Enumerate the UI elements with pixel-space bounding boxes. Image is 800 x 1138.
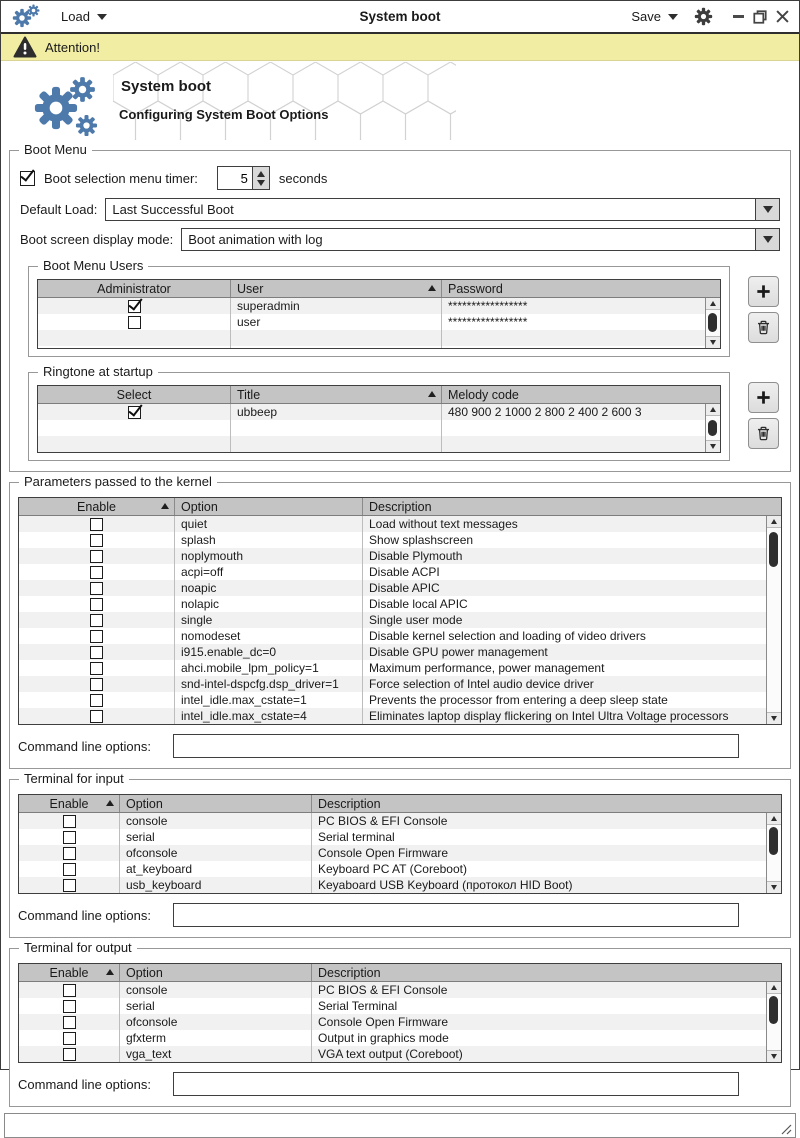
table-row-empty <box>38 436 705 452</box>
cell-enabled <box>19 564 174 580</box>
row-checkbox[interactable] <box>128 406 141 419</box>
column-header-enable[interactable]: Enable <box>19 498 174 515</box>
cell-option: ofconsole <box>119 845 311 861</box>
restore-button[interactable] <box>753 10 767 24</box>
cell-option: serial <box>119 829 311 845</box>
cell-description: Load without text messages <box>362 516 766 532</box>
cell-melody <box>441 420 705 436</box>
cell-option: quiet <box>174 516 362 532</box>
cell-enabled <box>19 516 174 532</box>
column-header-enable[interactable]: Enable <box>19 795 119 812</box>
trash-icon <box>755 319 772 336</box>
row-checkbox[interactable] <box>63 1000 76 1013</box>
spin-up-icon[interactable] <box>257 171 265 177</box>
table-row[interactable] <box>19 813 766 829</box>
table-row-empty <box>38 346 705 348</box>
table-row[interactable] <box>19 861 766 877</box>
cell-admin <box>38 346 230 348</box>
table-row[interactable] <box>19 998 766 1014</box>
terminal-output-cmdline-label: Command line options: <box>18 1076 151 1092</box>
cell-melody <box>441 436 705 452</box>
cell-user <box>230 330 441 346</box>
table-row-empty <box>38 420 705 436</box>
row-checkbox[interactable] <box>90 630 103 643</box>
cell-enabled <box>19 596 174 612</box>
cell-password <box>441 330 705 346</box>
boot-timer-input[interactable] <box>218 167 252 189</box>
row-checkbox[interactable] <box>90 694 103 707</box>
terminal-input-table <box>18 794 782 894</box>
cell-selected <box>38 404 230 420</box>
save-menu-button[interactable] <box>631 9 678 24</box>
kernel-params-legend: Parameters passed to the kernel <box>19 474 217 489</box>
scroll-thumb[interactable] <box>708 313 717 332</box>
kernel-cmdline-input[interactable] <box>173 734 739 758</box>
terminal-input-fieldset <box>9 771 791 938</box>
scroll-down-button[interactable] <box>706 336 720 348</box>
cell-description: Disable local APIC <box>362 596 766 612</box>
table-row[interactable] <box>19 612 766 628</box>
cell-description: Show splashscreen <box>362 532 766 548</box>
cell-password <box>441 346 705 348</box>
cell-option: nolapic <box>174 596 362 612</box>
cell-enabled <box>19 628 174 644</box>
boot-timer-spinner <box>217 166 270 190</box>
cell-enabled <box>19 1014 119 1030</box>
table-row[interactable] <box>19 845 766 861</box>
table-row[interactable] <box>38 314 705 330</box>
cell-option: noplymouth <box>174 548 362 564</box>
users-scrollbar[interactable] <box>705 298 720 348</box>
ringtone-scrollbar[interactable] <box>705 404 720 452</box>
row-checkbox[interactable] <box>90 582 103 595</box>
row-checkbox[interactable] <box>90 614 103 627</box>
cell-option: at_keyboard <box>119 861 311 877</box>
table-row-empty <box>38 330 705 346</box>
display-mode-select[interactable] <box>181 228 780 251</box>
cell-admin <box>38 298 230 314</box>
boot-timer-checkbox[interactable] <box>20 171 35 186</box>
cell-description: Console Open Firmware <box>311 1014 766 1030</box>
scroll-track[interactable] <box>767 528 781 712</box>
plus-icon <box>755 389 772 406</box>
terminal-input-cmdline-row <box>18 903 782 927</box>
app-gears-icon <box>11 4 45 30</box>
status-bar <box>4 1113 796 1138</box>
cell-user: superadmin <box>230 298 441 314</box>
add-user-button[interactable] <box>748 276 779 307</box>
table-row[interactable] <box>19 564 766 580</box>
scroll-down-button[interactable] <box>767 712 781 724</box>
cell-password: ***************** <box>441 298 705 314</box>
cell-title <box>230 420 441 436</box>
row-checkbox[interactable] <box>90 662 103 675</box>
column-header-password[interactable]: Password <box>441 280 720 297</box>
kernel-cmdline-row <box>18 734 782 758</box>
cell-description: PC BIOS & EFI Console <box>311 982 766 998</box>
scroll-up-button[interactable] <box>767 813 781 825</box>
kernel-params-fieldset <box>9 474 791 769</box>
cell-enabled <box>19 829 119 845</box>
row-checkbox[interactable] <box>63 1048 76 1061</box>
table-row[interactable] <box>19 1046 766 1062</box>
cell-enabled <box>19 676 174 692</box>
page-subtitle: Configuring System Boot Options <box>119 107 329 122</box>
load-menu-label: Load <box>61 9 90 24</box>
row-checkbox[interactable] <box>90 534 103 547</box>
ringtone-table <box>37 385 721 453</box>
cell-option: ahci.mobile_lpm_policy=1 <box>174 660 362 676</box>
attention-bar <box>1 34 799 61</box>
cell-description: Output in graphics mode <box>311 1030 766 1046</box>
page-header <box>1 61 799 143</box>
close-button[interactable] <box>776 10 789 23</box>
terminal-input-scrollbar[interactable] <box>766 813 781 893</box>
default-load-select[interactable] <box>105 198 780 221</box>
cell-title: ubbeep <box>230 404 441 420</box>
sort-ascending-icon <box>161 503 169 509</box>
ringtone-table-header <box>38 386 720 404</box>
cell-option: console <box>119 813 311 829</box>
cell-description: Disable Plymouth <box>362 548 766 564</box>
cell-enabled <box>19 1046 119 1062</box>
users-table-header <box>38 280 720 298</box>
cell-user <box>230 346 441 348</box>
scroll-track[interactable] <box>706 310 720 336</box>
boot-menu-legend: Boot Menu <box>19 142 92 157</box>
resize-grip[interactable] <box>779 1122 792 1135</box>
table-row[interactable] <box>19 982 766 998</box>
column-header-enable[interactable]: Enable <box>19 964 119 981</box>
row-checkbox[interactable] <box>63 1016 76 1029</box>
cell-enabled <box>19 998 119 1014</box>
cell-selected <box>38 420 230 436</box>
cell-option: intel_idle.max_cstate=4 <box>174 708 362 724</box>
scroll-down-button[interactable] <box>767 881 781 893</box>
row-checkbox[interactable] <box>90 646 103 659</box>
cell-option: single <box>174 612 362 628</box>
cell-enabled <box>19 532 174 548</box>
row-checkbox[interactable] <box>128 300 141 313</box>
default-load-value: Last Successful Boot <box>112 202 234 217</box>
hexagon-pattern <box>113 62 456 140</box>
table-row[interactable] <box>19 708 766 724</box>
cell-password: ***************** <box>441 314 705 330</box>
cell-option: splash <box>174 532 362 548</box>
cell-enabled <box>19 813 119 829</box>
table-row[interactable] <box>19 877 766 893</box>
scroll-track[interactable] <box>767 825 781 881</box>
row-checkbox[interactable] <box>63 831 76 844</box>
sort-ascending-icon <box>428 285 436 291</box>
boot-menu-fieldset <box>9 142 791 472</box>
table-row[interactable] <box>19 692 766 708</box>
terminal-output-fieldset <box>9 940 791 1107</box>
terminal-output-header <box>19 964 781 982</box>
cell-enabled <box>19 845 119 861</box>
chevron-down-icon <box>97 14 107 20</box>
scroll-up-button[interactable] <box>706 404 720 416</box>
cell-enabled <box>19 612 174 628</box>
table-row[interactable] <box>19 548 766 564</box>
window-title: System boot <box>359 9 441 24</box>
cell-option: nomodeset <box>174 628 362 644</box>
kernel-cmdline-label: Command line options: <box>18 738 151 754</box>
cell-description: Single user mode <box>362 612 766 628</box>
spinner-buttons[interactable] <box>252 167 269 189</box>
cell-description: Disable kernel selection and loading of video drivers <box>362 628 766 644</box>
scroll-down-button[interactable] <box>706 440 720 452</box>
cell-selected <box>38 436 230 452</box>
cell-option: i915.enable_dc=0 <box>174 644 362 660</box>
delete-user-button[interactable] <box>748 312 779 343</box>
cell-description: Console Open Firmware <box>311 845 766 861</box>
table-row[interactable] <box>19 1030 766 1046</box>
cell-option: gfxterm <box>119 1030 311 1046</box>
column-header-administrator[interactable]: Administrator <box>97 281 171 296</box>
row-checkbox[interactable] <box>90 518 103 531</box>
cell-melody: 480 900 2 1000 2 800 2 400 2 600 3 <box>441 404 705 420</box>
cell-option: noapic <box>174 580 362 596</box>
table-row[interactable] <box>19 628 766 644</box>
cell-description: Eliminates laptop display flickering on Intel Ultra Voltage processors <box>362 708 766 724</box>
cell-description: Force selection of Intel audio device driver <box>362 676 766 692</box>
scroll-thumb[interactable] <box>708 420 717 436</box>
cell-description: Keyboard PC AT (Coreboot) <box>311 861 766 877</box>
terminal-input-header <box>19 795 781 813</box>
sort-ascending-icon <box>428 391 436 397</box>
table-row[interactable] <box>19 516 766 532</box>
cell-description: Disable ACPI <box>362 564 766 580</box>
chevron-down-icon <box>763 206 773 213</box>
boot-timer-unit: seconds <box>278 170 328 186</box>
row-checkbox[interactable] <box>90 550 103 563</box>
kernel-table-header <box>19 498 781 516</box>
boot-timer-label: Boot selection menu timer: <box>44 170 198 186</box>
warning-triangle-icon <box>13 36 37 58</box>
column-header-option[interactable]: Option <box>119 795 311 812</box>
table-row[interactable] <box>19 580 766 596</box>
table-row[interactable] <box>19 829 766 845</box>
kernel-params-table <box>18 497 782 725</box>
column-header-title[interactable]: Title <box>230 386 441 403</box>
cell-description: Prevents the processor from entering a deep sleep state <box>362 692 766 708</box>
cell-description: VGA text output (Coreboot) <box>311 1046 766 1062</box>
cell-enabled <box>19 644 174 660</box>
table-row[interactable] <box>38 298 705 314</box>
cell-admin <box>38 330 230 346</box>
row-checkbox[interactable] <box>90 710 103 723</box>
terminal-input-cmdline-label: Command line options: <box>18 907 151 923</box>
cell-description: Keyaboard USB Keyboard (протокол HID Boot) <box>311 877 766 893</box>
row-checkbox[interactable] <box>63 1032 76 1045</box>
cell-option: ofconsole <box>119 1014 311 1030</box>
cell-admin <box>38 314 230 330</box>
settings-gear-icon[interactable] <box>694 7 713 26</box>
cell-description: Maximum performance, power management <box>362 660 766 676</box>
kernel-scrollbar[interactable] <box>766 516 781 724</box>
cell-description: PC BIOS & EFI Console <box>311 813 766 829</box>
cell-option: serial <box>119 998 311 1014</box>
boot-menu-users-fieldset <box>28 258 730 357</box>
column-header-option[interactable]: Option <box>119 964 311 981</box>
cell-title <box>230 436 441 452</box>
display-mode-label: Boot screen display mode: <box>20 232 174 247</box>
users-table-body <box>38 298 705 348</box>
sort-ascending-icon <box>106 969 114 975</box>
cell-description: Serial terminal <box>311 829 766 845</box>
default-load-row <box>20 198 780 221</box>
row-checkbox[interactable] <box>63 863 76 876</box>
cell-enabled <box>19 861 119 877</box>
cell-user: user <box>230 314 441 330</box>
kernel-table-body <box>19 516 766 724</box>
spin-down-icon[interactable] <box>257 180 265 186</box>
combo-dropdown-button[interactable] <box>755 229 779 250</box>
load-menu-button[interactable] <box>61 9 107 24</box>
cell-description: Serial Terminal <box>311 998 766 1014</box>
cell-option: snd-intel-dspcfg.dsp_driver=1 <box>174 676 362 692</box>
gears-illustration <box>23 66 109 140</box>
row-checkbox[interactable] <box>90 598 103 611</box>
cell-enabled <box>19 708 174 724</box>
users-table <box>37 279 721 349</box>
table-row[interactable] <box>19 596 766 612</box>
ringtone-fieldset <box>28 364 730 461</box>
chevron-down-icon <box>668 14 678 20</box>
row-checkbox[interactable] <box>63 847 76 860</box>
delete-ringtone-button[interactable] <box>748 418 779 449</box>
terminal-input-body <box>19 813 766 893</box>
cell-option: vga_text <box>119 1046 311 1062</box>
scroll-track[interactable] <box>767 994 781 1050</box>
add-ringtone-button[interactable] <box>748 382 779 413</box>
attention-message: Attention! <box>45 39 100 55</box>
table-row[interactable] <box>19 676 766 692</box>
cell-option: usb_keyboard <box>119 877 311 893</box>
scroll-up-button[interactable] <box>767 516 781 528</box>
row-checkbox[interactable] <box>90 566 103 579</box>
row-checkbox[interactable] <box>63 815 76 828</box>
column-header-user[interactable]: User <box>230 280 441 297</box>
plus-icon <box>755 283 772 300</box>
scroll-up-button[interactable] <box>706 298 720 310</box>
terminal-output-cmdline-input[interactable] <box>173 1072 739 1096</box>
cell-enabled <box>19 548 174 564</box>
cell-enabled <box>19 580 174 596</box>
column-header-select[interactable]: Select <box>116 387 152 402</box>
terminal-output-table <box>18 963 782 1063</box>
column-header-melody[interactable]: Melody code <box>441 386 720 403</box>
cell-enabled <box>19 692 174 708</box>
terminal-output-legend: Terminal for output <box>19 940 137 955</box>
column-header-description[interactable]: Description <box>311 795 781 812</box>
terminal-output-body <box>19 982 766 1062</box>
trash-icon <box>755 425 772 442</box>
ringtone-legend: Ringtone at startup <box>38 364 158 379</box>
cell-enabled <box>19 660 174 676</box>
default-load-label: Default Load: <box>20 202 98 217</box>
cell-enabled <box>19 1030 119 1046</box>
scroll-thumb[interactable] <box>769 827 778 855</box>
column-header-description[interactable]: Description <box>362 498 781 515</box>
scroll-down-button[interactable] <box>767 1050 781 1062</box>
ringtone-table-body <box>38 404 705 452</box>
page-title: System boot <box>121 78 212 95</box>
boot-menu-users-legend: Boot Menu Users <box>38 258 148 273</box>
scroll-track[interactable] <box>706 416 720 440</box>
column-header-description[interactable]: Description <box>311 964 781 981</box>
cell-option: acpi=off <box>174 564 362 580</box>
row-checkbox[interactable] <box>90 678 103 691</box>
cell-description: Disable APIC <box>362 580 766 596</box>
sort-ascending-icon <box>106 800 114 806</box>
column-header-option[interactable]: Option <box>174 498 362 515</box>
terminal-output-scrollbar[interactable] <box>766 982 781 1062</box>
save-menu-label: Save <box>631 9 661 24</box>
table-row[interactable] <box>19 1014 766 1030</box>
minimize-button[interactable] <box>733 15 744 18</box>
cell-option: console <box>119 982 311 998</box>
display-mode-value: Boot animation with log <box>188 232 323 247</box>
cell-enabled <box>19 877 119 893</box>
title-bar <box>1 1 799 34</box>
cell-description: Disable GPU power management <box>362 644 766 660</box>
terminal-output-cmdline-row <box>18 1072 782 1096</box>
cell-option: intel_idle.max_cstate=1 <box>174 692 362 708</box>
scroll-thumb[interactable] <box>769 532 778 567</box>
display-mode-row <box>20 228 780 251</box>
boot-timer-row <box>20 165 780 191</box>
cell-enabled <box>19 982 119 998</box>
terminal-input-cmdline-input[interactable] <box>173 903 739 927</box>
scroll-thumb[interactable] <box>769 996 778 1024</box>
scroll-up-button[interactable] <box>767 982 781 994</box>
table-row[interactable] <box>19 532 766 548</box>
combo-dropdown-button[interactable] <box>755 199 779 220</box>
terminal-input-legend: Terminal for input <box>19 771 129 786</box>
chevron-down-icon <box>763 236 773 243</box>
row-checkbox[interactable] <box>63 984 76 997</box>
row-checkbox[interactable] <box>128 316 141 329</box>
table-row[interactable] <box>38 404 705 420</box>
table-row[interactable] <box>19 660 766 676</box>
row-checkbox[interactable] <box>63 879 76 892</box>
table-row[interactable] <box>19 644 766 660</box>
